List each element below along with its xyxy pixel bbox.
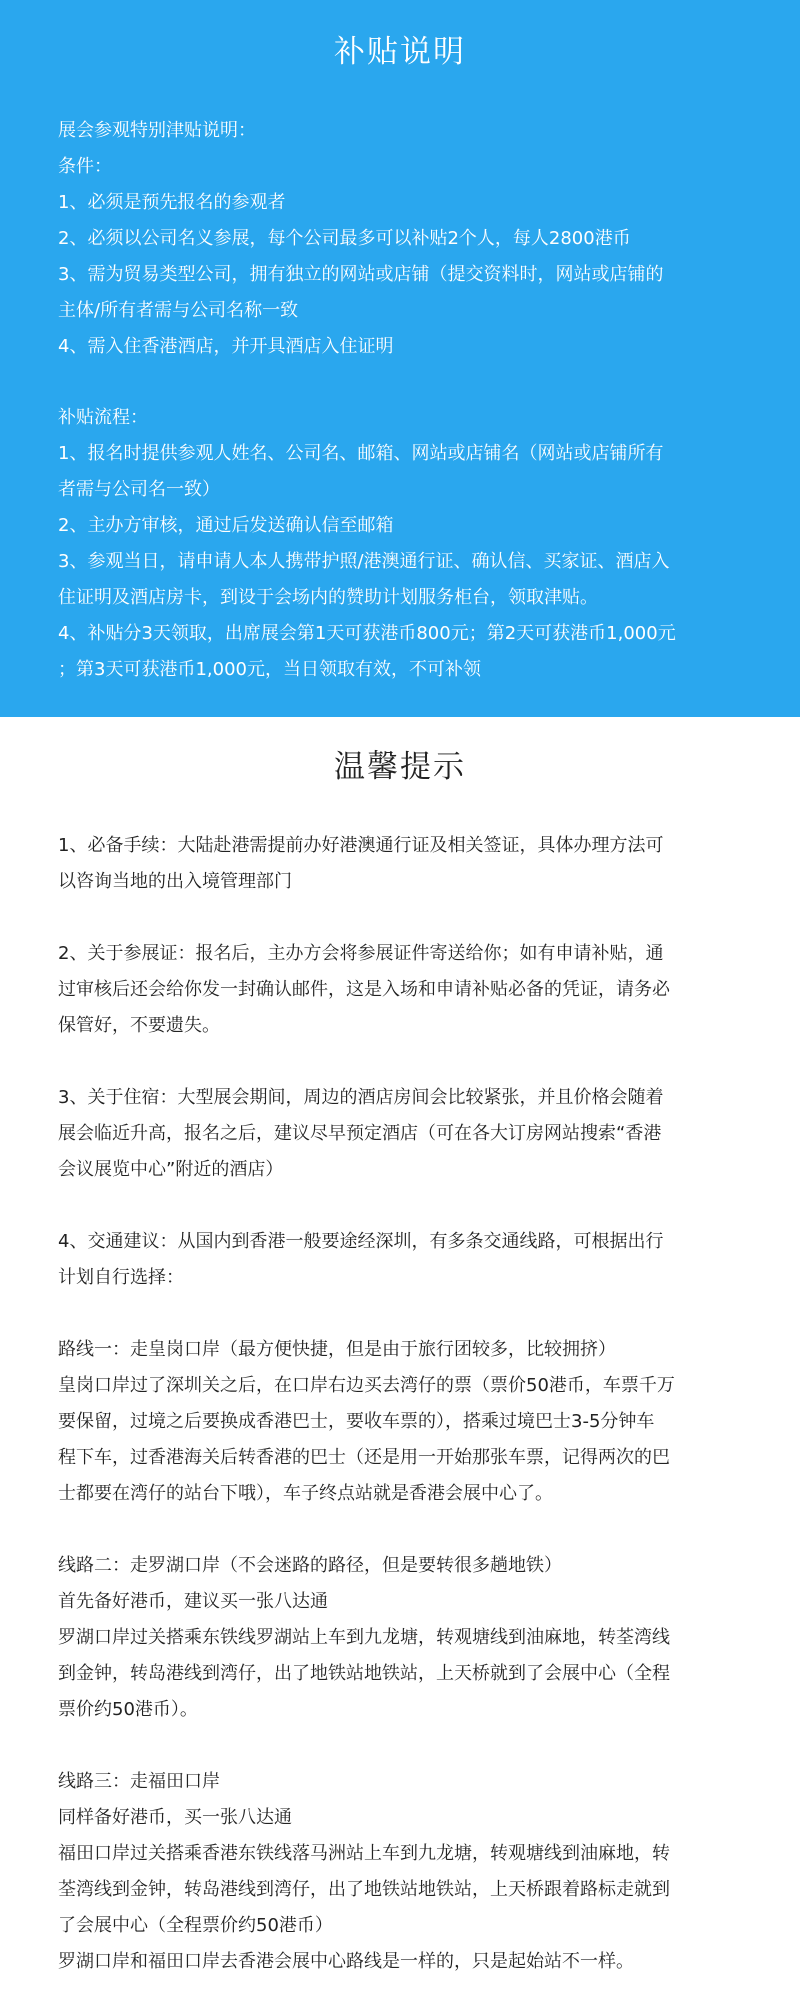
condition-line: 1、必须是预先报名的参观者 (58, 192, 286, 213)
tip-line: 过审核后还会给你发一封确认邮件，这是入场和申请补贴必备的凭证，请务必 (58, 979, 670, 1000)
subsidy-title: 补贴说明 (334, 34, 466, 70)
tip-line: 票价约50港币）。 (58, 1699, 198, 1720)
tip-line: 士都要在湾仔的站台下哦），车子终点站就是香港会展中心了。 (58, 1483, 553, 1504)
tip-line: 皇岗口岸过了深圳关之后，在口岸右边买去湾仔的票（票价50港币，车票千万 (58, 1375, 675, 1396)
tip-line: 路线一：走皇岗口岸（最方便快捷，但是由于旅行团较多，比较拥挤） (58, 1339, 616, 1360)
tip-line: 程下车，过香港海关后转香港的巴士（还是用一开始那张车票，记得两次的巴 (58, 1447, 670, 1468)
condition-line: 主体/所有者需与公司名称一致 (58, 300, 299, 321)
tip-line: 罗湖口岸过关搭乘东铁线罗湖站上车到九龙塘，转观塘线到油麻地，转荃湾线 (58, 1627, 670, 1648)
tip-line: 线路三：走福田口岸 (58, 1771, 220, 1792)
tip-line: 1、必备手续：大陆赴港需提前办好港澳通行证及相关签证，具体办理方法可 (58, 835, 664, 856)
tip-line: 会议展览中心”附近的酒店） (58, 1159, 284, 1180)
tips-title: 温馨提示 (334, 749, 466, 785)
tip-line: 荃湾线到金钟，转岛港线到湾仔，出了地铁站地铁站，上天桥跟着路标走就到 (58, 1879, 670, 1900)
tip-line: 同样备好港币，买一张八达通 (58, 1807, 292, 1828)
conditions-heading: 条件： (58, 156, 112, 177)
condition-line: 3、需为贸易类型公司，拥有独立的网站或店铺（提交资料时，网站或店铺的 (58, 264, 664, 285)
subsidy-intro: 展会参观特别津贴说明： (58, 120, 256, 141)
condition-line: 2、必须以公司名义参展，每个公司最多可以补贴2个人，每人2800港币 (58, 228, 631, 249)
process-line: 1、报名时提供参观人姓名、公司名、邮箱、网站或店铺名（网站或店铺所有 (58, 443, 664, 464)
process-line: 住证明及酒店房卡，到设于会场内的赞助计划服务柜台，领取津贴。 (58, 587, 598, 608)
tip-line: 4、交通建议：从国内到香港一般要途经深圳，有多条交通线路，可根据出行 (58, 1231, 664, 1252)
process-line: 4、补贴分3天领取，出席展会第1天可获港币800元；第2天可获港币1,000元 (58, 623, 676, 644)
tip-line: 了会展中心（全程票价约50港币） (58, 1915, 333, 1936)
process-heading: 补贴流程： (58, 407, 148, 428)
condition-line: 4、需入住香港酒店，并开具酒店入住证明 (58, 336, 394, 357)
process-line: ；第3天可获港币1,000元，当日领取有效，不可补领 (58, 659, 481, 680)
tip-line: 2、关于参展证：报名后，主办方会将参展证件寄送给你；如有申请补贴，通 (58, 943, 664, 964)
tip-line: 福田口岸过关搭乘香港东铁线落马洲站上车到九龙塘，转观塘线到油麻地，转 (58, 1843, 670, 1864)
tip-line: 线路二：走罗湖口岸（不会迷路的路径，但是要转很多趟地铁） (58, 1555, 562, 1576)
tip-line: 展会临近升高，报名之后，建议尽早预定酒店（可在各大订房网站搜索“香港 (58, 1123, 662, 1144)
process-line: 2、主办方审核，通过后发送确认信至邮箱 (58, 515, 394, 536)
tip-line: 计划自行选择： (58, 1267, 184, 1288)
tip-line: 以咨询当地的出入境管理部门 (58, 871, 292, 892)
tip-line: 首先备好港币，建议买一张八达通 (58, 1591, 328, 1612)
process-line: 者需与公司名一致） (58, 479, 220, 500)
tip-line: 保管好，不要遗失。 (58, 1015, 220, 1036)
tip-line: 3、关于住宿：大型展会期间，周边的酒店房间会比较紧张，并且价格会随着 (58, 1087, 664, 1108)
tip-line: 罗湖口岸和福田口岸去香港会展中心路线是一样的，只是起始站不一样。 (58, 1951, 634, 1972)
tip-line: 要保留，过境之后要换成香港巴士，要收车票的），搭乘过境巴士3-5分钟车 (58, 1411, 655, 1432)
tip-line: 到金钟，转岛港线到湾仔，出了地铁站地铁站，上天桥就到了会展中心（全程 (58, 1663, 670, 1684)
process-line: 3、参观当日，请申请人本人携带护照/港澳通行证、确认信、买家证、酒店入 (58, 551, 670, 572)
